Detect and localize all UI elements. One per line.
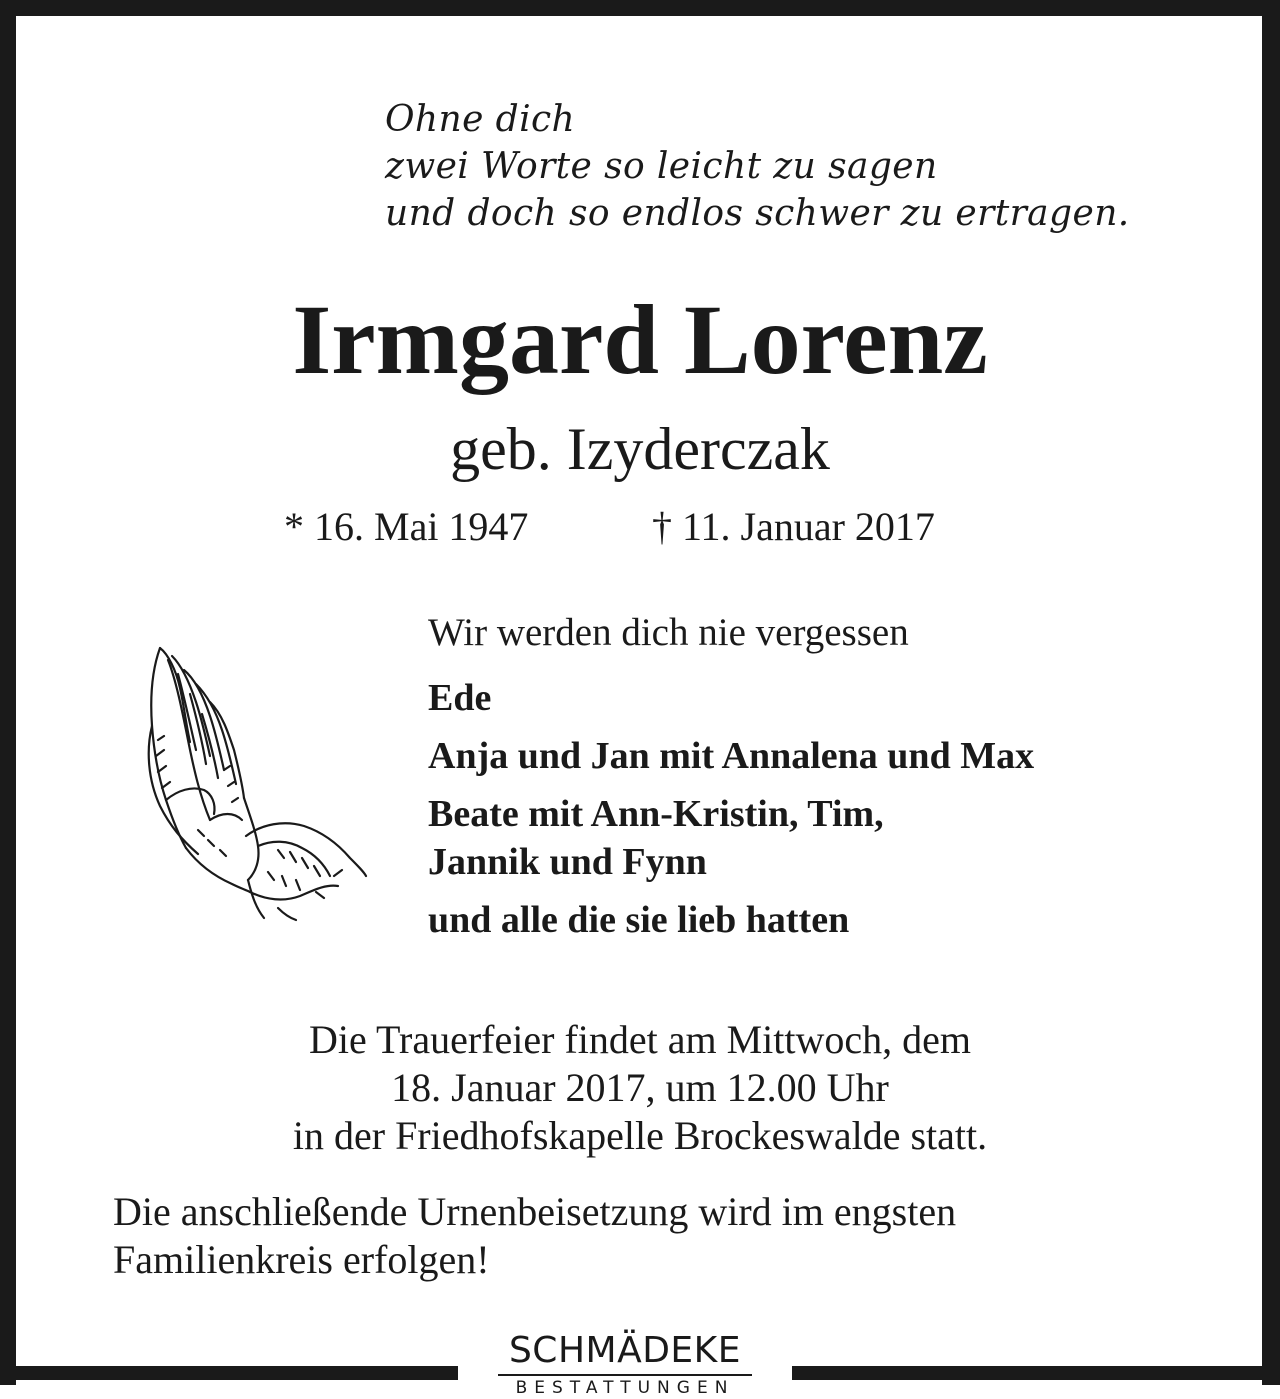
poem-line: zwei Worte so leicht zu sagen bbox=[385, 146, 938, 187]
poem-line: Ohne dich bbox=[385, 99, 576, 140]
mourner-line: und alle die sie lieb hatten bbox=[428, 899, 850, 941]
mourner-line: Anja und Jan mit Annalena und Max bbox=[428, 735, 1035, 777]
urn-burial-note bbox=[113, 1188, 956, 1284]
border-top bbox=[0, 0, 1280, 16]
death-date: † 11. Januar 2017 bbox=[652, 504, 935, 549]
funeral-ceremony-info bbox=[0, 1016, 1280, 1160]
border-right bbox=[1262, 0, 1280, 1385]
urn-note-line: Die anschließende Urnenbeisetzung wird im engsten bbox=[113, 1189, 957, 1234]
border-left bbox=[0, 0, 16, 1385]
deceased-name: Irmgard Lorenz bbox=[292, 284, 988, 395]
border-bottom-right bbox=[792, 1366, 1280, 1380]
ceremony-line: in der Friedhofskapelle Brockeswalde statt. bbox=[292, 1113, 988, 1158]
memorial-poem bbox=[385, 96, 1130, 237]
logo-brand: SCHMÄDEKE bbox=[508, 1330, 742, 1371]
mourner-line: Beate mit Ann-Kristin, Tim, bbox=[428, 793, 884, 835]
mourners-block bbox=[428, 608, 1034, 944]
funeral-home-logo bbox=[458, 1330, 792, 1399]
ceremony-line: Die Trauerfeier findet am Mittwoch, dem bbox=[308, 1017, 972, 1062]
mourners-intro: Wir werden dich nie vergessen bbox=[428, 611, 909, 654]
mourner-line: Ede bbox=[428, 677, 492, 719]
logo-subtitle: BESTATTUNGEN bbox=[515, 1378, 735, 1398]
ceremony-line: 18. Januar 2017, um 12.00 Uhr bbox=[391, 1065, 889, 1110]
urn-note-line: Familienkreis erfolgen! bbox=[113, 1237, 490, 1282]
logo-divider bbox=[498, 1374, 752, 1376]
poem-line: und doch so endlos schwer zu ertragen. bbox=[385, 193, 1130, 234]
maiden-name: geb. Izyderczak bbox=[450, 416, 830, 482]
birth-date: * 16. Mai 1947 bbox=[284, 504, 529, 549]
mourner-line: Jannik und Fynn bbox=[428, 841, 707, 883]
praying-hands-icon bbox=[138, 640, 368, 925]
border-bottom-left bbox=[0, 1366, 458, 1380]
